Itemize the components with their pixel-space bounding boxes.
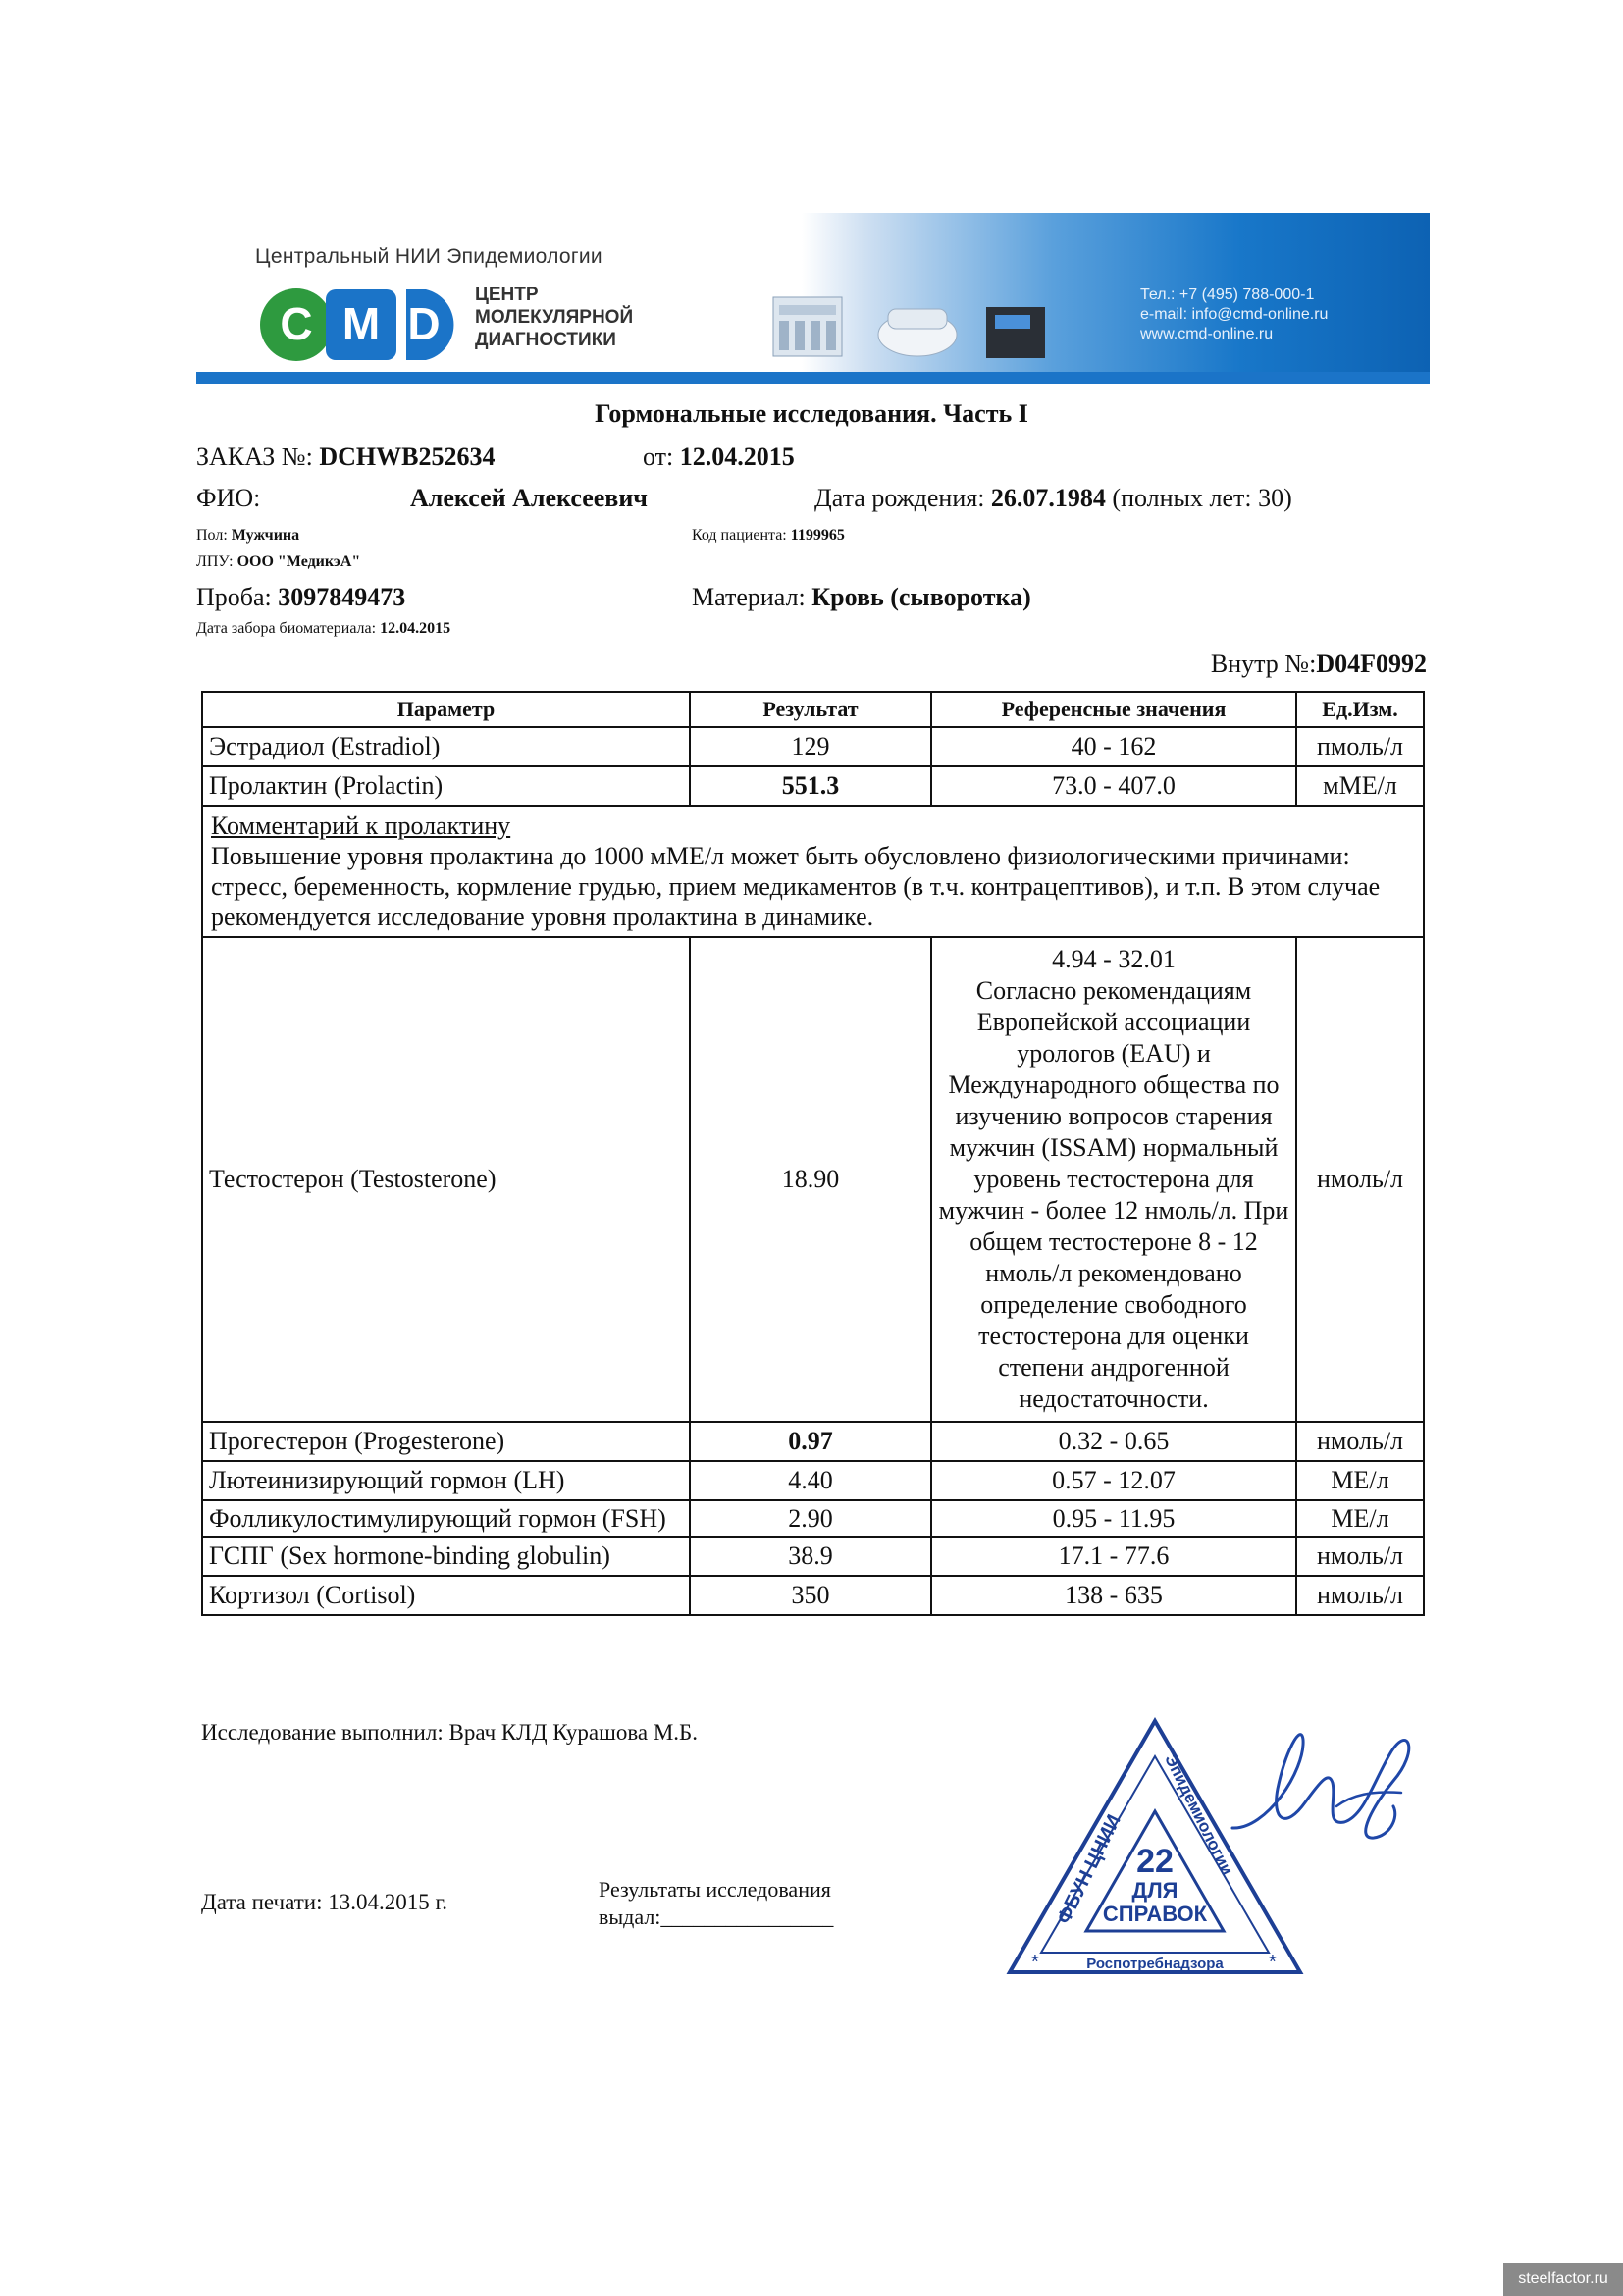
- order-date: 12.04.2015: [679, 443, 795, 471]
- unit-cell: нмоль/л: [1296, 937, 1424, 1422]
- reference-cell: 40 - 162: [931, 727, 1296, 766]
- material-label: Материал:: [692, 583, 806, 611]
- table-row-estradiol: [202, 727, 1424, 766]
- column-header-result: Результат: [690, 692, 931, 727]
- document-title: Гормональные исследования. Часть I: [595, 399, 1028, 428]
- letterhead-bottom-bar: [196, 372, 1430, 384]
- lpu-line: [196, 553, 360, 571]
- table-row-prolactin-comment: [202, 806, 1424, 937]
- column-header-unit: Ед.Изм.: [1296, 692, 1424, 727]
- testosterone-note: Согласно рекомендациям Европейской ассоциации урологов (EAU) и Международного общества по изучению вопросов старения мужчин (ISSAM) нормальный уровень тестостерона для мужчин - более 12 нмоль/л. При общем тестостероне 8 - 12 нмоль/л рекомендовано определение свободного тестостерона для оценки степени андрогенной недостаточности.: [938, 976, 1289, 1413]
- reference-cell: 0.32 - 0.65: [931, 1422, 1296, 1461]
- result-cell-out-of-range: 0.97: [690, 1422, 931, 1461]
- patient-name-label: ФИО:: [196, 484, 261, 512]
- order-date-label: от:: [643, 443, 674, 471]
- reference-cell-with-note: [931, 937, 1296, 1422]
- result-cell: 350: [690, 1576, 931, 1615]
- print-date: Дата печати: 13.04.2015 г.: [201, 1890, 448, 1914]
- patient-dob-line: [814, 484, 1292, 513]
- collection-date: 12.04.2015: [380, 620, 451, 637]
- reference-range: 4.94 - 32.01: [1052, 945, 1176, 973]
- prolactin-comment-title: Комментарий к пролактину: [211, 811, 511, 840]
- stamp-bottom-text: Роспотребнадзора: [1086, 1956, 1224, 1972]
- reference-cell: 17.1 - 77.6: [931, 1537, 1296, 1576]
- logo-letter-d: D: [407, 298, 441, 349]
- result-cell: 38.9: [690, 1537, 931, 1576]
- stamp-number: 22: [1136, 1843, 1174, 1880]
- patient-code-line: [692, 527, 845, 545]
- internal-number: D04F0992: [1316, 650, 1427, 678]
- issued-by: [599, 1876, 833, 1931]
- logo-letter-m: M: [341, 298, 381, 349]
- cmd-logo: [259, 287, 462, 362]
- logo-subtitle-line: МОЛЕКУЛЯРНОЙ: [475, 307, 634, 328]
- param-cell: ГСПГ (Sex hormone-binding globulin): [202, 1537, 690, 1576]
- param-cell: Прогестерон (Progesterone): [202, 1422, 690, 1461]
- order-date-line: [643, 443, 795, 472]
- logo-subtitle-line: ДИАГНОСТИКИ: [475, 330, 616, 350]
- result-cell: 18.90: [690, 937, 931, 1422]
- patient-code-label: Код пациента:: [692, 527, 787, 544]
- unit-cell: нмоль/л: [1296, 1537, 1424, 1576]
- stamp-star-icon: *: [1269, 1952, 1277, 1973]
- watermark: steelfactor.ru: [1503, 2263, 1623, 2296]
- logo-letter-c: C: [280, 298, 313, 349]
- unit-cell: МЕ/л: [1296, 1500, 1424, 1537]
- unit-cell: нмоль/л: [1296, 1576, 1424, 1615]
- reference-cell: 73.0 - 407.0: [931, 766, 1296, 806]
- contact-website: www.cmd-online.ru: [1140, 326, 1274, 342]
- results-table: [201, 691, 1425, 1616]
- logo-subtitle-line: ЦЕНТР: [475, 285, 539, 305]
- result-cell: 129: [690, 727, 931, 766]
- table-row-cortisol: [202, 1576, 1424, 1615]
- stamp-right-text: Эпидемиологии: [1161, 1750, 1237, 1879]
- lpu-value: ООО "МедикэА": [236, 553, 361, 570]
- order-label: ЗАКАЗ №:: [196, 443, 313, 471]
- lpu-label: ЛПУ:: [196, 553, 234, 570]
- contact-email: e-mail: info@cmd-online.ru: [1140, 306, 1329, 323]
- sample-number: 3097849473: [278, 583, 406, 611]
- param-cell: Фолликулостимулирующий гормон (FSH): [202, 1500, 690, 1537]
- institute-name: Центральный НИИ Эпидемиологии: [255, 245, 602, 268]
- issued-by-line: Результаты исследования: [599, 1877, 831, 1902]
- dob-label: Дата рождения:: [814, 484, 985, 512]
- param-cell: Кортизол (Cortisol): [202, 1576, 690, 1615]
- stamp-left-text: ФБУН ЦНИИ: [1053, 1811, 1126, 1928]
- sex-label: Пол:: [196, 527, 228, 544]
- table-row-prolactin: [202, 766, 1424, 806]
- letterhead: [196, 211, 1430, 386]
- prolactin-comment-text: Повышение уровня пролактина до 1000 мМЕ/л может быть обусловлено физиологическими причинами: стресс, беременность, кормление грудью, прием медикаментов (в т.ч. контрацептивов), и т.п. В этом случае рекомендуется исследование уровня пролактина в динамике.: [211, 842, 1381, 931]
- dob-value: 26.07.1984: [990, 484, 1106, 512]
- unit-cell: МЕ/л: [1296, 1461, 1424, 1500]
- param-cell: Лютеинизирующий гормон (LH): [202, 1461, 690, 1500]
- order-number-line: [196, 443, 495, 472]
- sex-line: [196, 527, 299, 545]
- prolactin-comment-cell: [202, 806, 1424, 937]
- sample-label: Проба:: [196, 583, 272, 611]
- contact-phone: Тел.: +7 (495) 788-000-1: [1140, 287, 1315, 303]
- internal-number-label: Внутр №:: [1210, 650, 1317, 678]
- material-value: Кровь (сыворотка): [812, 583, 1031, 611]
- unit-cell: пмоль/л: [1296, 727, 1424, 766]
- logo-subtitle: [475, 284, 633, 351]
- reference-cell: 0.57 - 12.07: [931, 1461, 1296, 1500]
- reference-cell: 0.95 - 11.95: [931, 1500, 1296, 1537]
- handwritten-signature: [1227, 1712, 1423, 1869]
- collection-date-label: Дата забора биоматериала:: [196, 620, 377, 637]
- reference-cell: 138 - 635: [931, 1576, 1296, 1615]
- unit-cell: нмоль/л: [1296, 1422, 1424, 1461]
- internal-number-line: [1211, 650, 1427, 679]
- stamp-line1: ДЛЯ: [1131, 1878, 1178, 1903]
- table-row-progesterone: [202, 1422, 1424, 1461]
- contact-info: [1140, 286, 1328, 344]
- performed-by: Исследование выполнил: Врач КЛД Курашова М.Б.: [201, 1720, 699, 1745]
- param-cell: Эстрадиол (Estradiol): [202, 727, 690, 766]
- result-cell: 2.90: [690, 1500, 931, 1537]
- patient-name: Алексей Алексеевич: [410, 484, 648, 512]
- column-header-reference: Референсные значения: [931, 692, 1296, 727]
- patient-code: 1199965: [790, 527, 845, 544]
- lab-equipment-image: [765, 284, 1060, 362]
- table-row-shbg: [202, 1537, 1424, 1576]
- column-header-parameter: Параметр: [202, 692, 690, 727]
- param-cell: Пролактин (Prolactin): [202, 766, 690, 806]
- sex-value: Мужчина: [231, 527, 300, 544]
- material-line: [692, 583, 1031, 612]
- order-number: DCHWB252634: [319, 443, 496, 471]
- stamp-star-icon: *: [1031, 1952, 1039, 1973]
- collection-date-line: [196, 620, 450, 638]
- result-cell-out-of-range: 551.3: [690, 766, 931, 806]
- result-cell: 4.40: [690, 1461, 931, 1500]
- issued-by-line: выдал:________________: [599, 1905, 834, 1929]
- sample-line: [196, 583, 405, 612]
- param-cell: Тестостерон (Testosterone): [202, 937, 690, 1422]
- table-row-fsh: [202, 1500, 1424, 1537]
- table-row-lh: [202, 1461, 1424, 1500]
- stamp-line2: СПРАВОК: [1102, 1902, 1208, 1926]
- unit-cell: мМЕ/л: [1296, 766, 1424, 806]
- table-row-testosterone: [202, 937, 1424, 1422]
- patient-age: (полных лет: 30): [1112, 484, 1292, 512]
